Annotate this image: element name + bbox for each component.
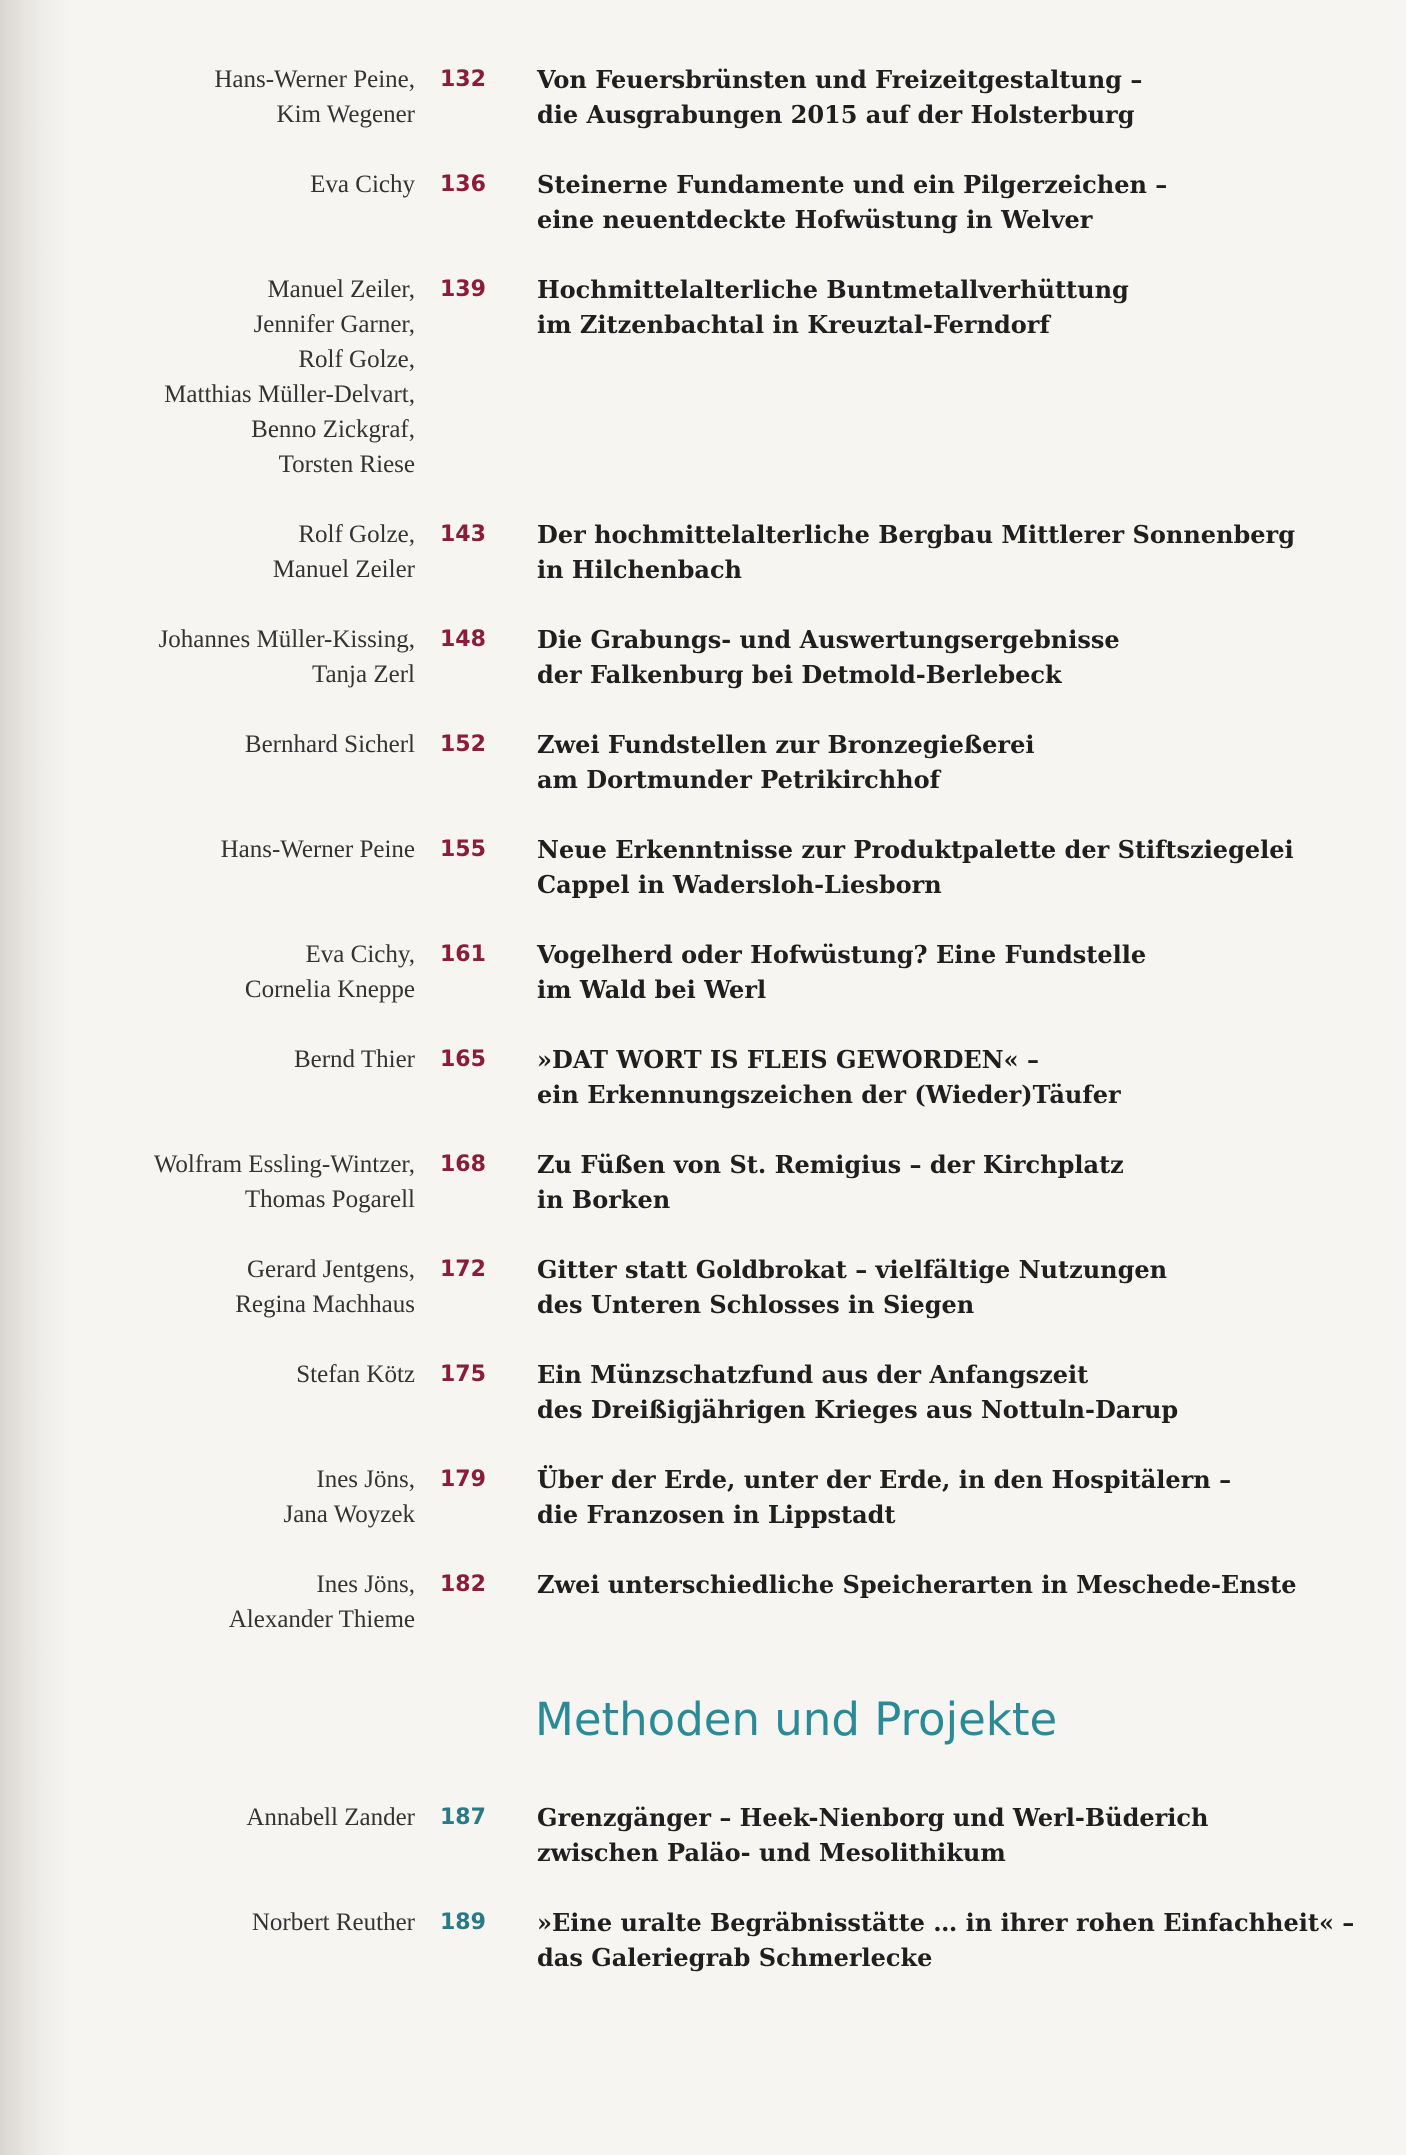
- toc-entry: [0, 727, 1406, 797]
- author-name: Torsten Riese: [278, 451, 415, 478]
- author-name: Cornelia Kneppe: [244, 976, 415, 1003]
- title-line: Grenzgänger – Heek-Nienborg und Werl-Büderich: [537, 1803, 1209, 1832]
- title-line: Hochmittelalterliche Buntmetallverhüttung: [537, 275, 1129, 304]
- author-name: Hans-Werner Peine,: [214, 66, 415, 93]
- author-name: Rolf Golze,: [298, 346, 415, 373]
- title-line: Ein Münzschatzfund aus der Anfangszeit: [537, 1360, 1089, 1389]
- author-name: Matthias Müller-Delvart,: [164, 381, 415, 408]
- title-line: im Wald bei Werl: [537, 975, 767, 1004]
- author-name: Thomas Pogarell: [244, 1186, 415, 1213]
- author-name: Jennifer Garner,: [253, 311, 415, 338]
- author-name: Alexander Thieme: [228, 1606, 415, 1633]
- toc-entry: [0, 272, 1406, 482]
- title-line: in Borken: [537, 1185, 671, 1214]
- toc-entry: [0, 622, 1406, 692]
- entry-title: [537, 937, 1377, 1007]
- entry-authors: [60, 727, 415, 762]
- entry-authors: [60, 272, 415, 482]
- toc-entry: [0, 1905, 1406, 1975]
- title-line: »DAT WORT IS FLEIS GEWORDEN« –: [537, 1045, 1039, 1074]
- entry-title: [537, 517, 1377, 587]
- toc-entry: [0, 62, 1406, 132]
- toc-entry: [0, 1147, 1406, 1217]
- page-number: 148: [440, 627, 486, 652]
- title-line: Gitter statt Goldbrokat – vielfältige Nutzungen: [537, 1255, 1168, 1284]
- title-line: die Franzosen in Lippstadt: [537, 1500, 896, 1529]
- title-line: Zwei Fundstellen zur Bronzegießerei: [537, 730, 1035, 759]
- title-line: Steinerne Fundamente und ein Pilgerzeichen –: [537, 170, 1168, 199]
- title-line: »Eine uralte Begräbnisstätte … in ihrer rohen Einfachheit« –: [537, 1908, 1355, 1937]
- title-line: das Galeriegrab Schmerlecke: [537, 1943, 933, 1972]
- page-number: 172: [440, 1257, 486, 1282]
- title-line: am Dortmunder Petrikirchhof: [537, 765, 940, 794]
- toc-entry: [0, 1357, 1406, 1427]
- entry-title: [537, 62, 1377, 132]
- page-number: 189: [440, 1910, 486, 1935]
- toc-entry: [0, 1567, 1406, 1637]
- author-name: Manuel Zeiler: [272, 556, 415, 583]
- page-number: 143: [440, 522, 486, 547]
- title-line: in Hilchenbach: [537, 555, 743, 584]
- page-number: 179: [440, 1467, 486, 1492]
- entry-authors: [60, 832, 415, 867]
- author-name: Ines Jöns,: [316, 1571, 415, 1598]
- page-number: 136: [440, 172, 486, 197]
- toc-entry: [0, 937, 1406, 1007]
- author-name: Bernd Thier: [293, 1046, 415, 1073]
- author-name: Benno Zickgraf,: [251, 416, 415, 443]
- entry-authors: [60, 937, 415, 1007]
- title-line: des Dreißigjährigen Krieges aus Nottuln-Darup: [537, 1395, 1179, 1424]
- toc-entry: [0, 167, 1406, 237]
- entry-title: [537, 832, 1377, 902]
- author-name: Manuel Zeiler,: [267, 276, 415, 303]
- page-number: 155: [440, 837, 486, 862]
- entry-authors: [60, 167, 415, 202]
- entry-authors: [60, 1800, 415, 1835]
- page-number: 187: [440, 1805, 486, 1830]
- title-line: ein Erkennungszeichen der (Wieder)Täufer: [537, 1080, 1121, 1109]
- author-name: Annabell Zander: [246, 1804, 415, 1831]
- page-number: 175: [440, 1362, 486, 1387]
- author-name: Regina Machhaus: [235, 1291, 415, 1318]
- toc-entry: [0, 1042, 1406, 1112]
- title-line: im Zitzenbachtal in Kreuztal-Ferndorf: [537, 310, 1050, 339]
- entry-title: [537, 1905, 1377, 1975]
- entry-authors: [60, 1567, 415, 1637]
- author-name: Stefan Kötz: [296, 1361, 415, 1388]
- title-line: Cappel in Wadersloh-Liesborn: [537, 870, 942, 899]
- page-number: 165: [440, 1047, 486, 1072]
- title-line: Von Feuersbrünsten und Freizeitgestaltung –: [537, 65, 1143, 94]
- author-name: Jana Woyzek: [283, 1501, 415, 1528]
- title-line: Der hochmittelalterliche Bergbau Mittlerer Sonnenberg: [537, 520, 1295, 549]
- author-name: Johannes Müller-Kissing,: [158, 626, 415, 653]
- entry-authors: [60, 1905, 415, 1940]
- title-line: zwischen Paläo- und Mesolithikum: [537, 1838, 1006, 1867]
- toc-entry: [0, 832, 1406, 902]
- toc-entries: [0, 62, 1406, 1637]
- author-name: Hans-Werner Peine: [220, 836, 415, 863]
- title-line: Über der Erde, unter der Erde, in den Hospitälern –: [537, 1465, 1232, 1494]
- entry-authors: [60, 1042, 415, 1077]
- page-number: 139: [440, 277, 486, 302]
- entry-authors: [60, 517, 415, 587]
- title-line: Vogelherd oder Hofwüstung? Eine Fundstelle: [537, 940, 1147, 969]
- entry-title: [537, 1147, 1377, 1217]
- author-name: Wolfram Essling-Wintzer,: [153, 1151, 415, 1178]
- entry-title: [537, 1252, 1377, 1322]
- page-number: 161: [440, 942, 486, 967]
- title-line: Die Grabungs- und Auswertungsergebnisse: [537, 625, 1120, 654]
- method-entries: [0, 1800, 1406, 1975]
- toc-entry: [0, 517, 1406, 587]
- author-name: Ines Jöns,: [316, 1466, 415, 1493]
- title-line: eine neuentdeckte Hofwüstung in Welver: [537, 205, 1093, 234]
- author-name: Rolf Golze,: [298, 521, 415, 548]
- entry-title: [537, 1567, 1377, 1602]
- entry-title: [537, 727, 1377, 797]
- entry-title: [537, 1357, 1377, 1427]
- entry-title: [537, 622, 1377, 692]
- entry-authors: [60, 622, 415, 692]
- entry-title: [537, 1800, 1377, 1870]
- title-line: des Unteren Schlosses in Siegen: [537, 1290, 975, 1319]
- entry-title: [537, 272, 1377, 342]
- author-name: Kim Wegener: [276, 101, 415, 128]
- entry-authors: [60, 1357, 415, 1392]
- table-of-contents: [0, 62, 1406, 2010]
- toc-entry: [0, 1252, 1406, 1322]
- title-line: Zu Füßen von St. Remigius – der Kirchplatz: [537, 1150, 1124, 1179]
- author-name: Eva Cichy,: [305, 941, 415, 968]
- entry-title: [537, 167, 1377, 237]
- entry-title: [537, 1462, 1377, 1532]
- entry-authors: [60, 1147, 415, 1217]
- title-line: Neue Erkenntnisse zur Produktpalette der Stiftsziegelei: [537, 835, 1294, 864]
- entry-authors: [60, 62, 415, 132]
- toc-entry: [0, 1462, 1406, 1532]
- author-name: Eva Cichy: [310, 171, 415, 198]
- page-number: 168: [440, 1152, 486, 1177]
- author-name: Tanja Zerl: [311, 661, 415, 688]
- entry-authors: [60, 1252, 415, 1322]
- entry-title: [537, 1042, 1377, 1112]
- author-name: Norbert Reuther: [251, 1909, 415, 1936]
- title-line: die Ausgrabungen 2015 auf der Holsterburg: [537, 100, 1135, 129]
- page-number: 132: [440, 67, 486, 92]
- title-line: der Falkenburg bei Detmold-Berlebeck: [537, 660, 1062, 689]
- page-number: 182: [440, 1572, 486, 1597]
- page-number: 152: [440, 732, 486, 757]
- entry-authors: [60, 1462, 415, 1532]
- section-heading: Methoden und Projekte: [535, 1693, 1058, 1746]
- author-name: Bernhard Sicherl: [244, 731, 415, 758]
- title-line: Zwei unterschiedliche Speicherarten in Meschede-Enste: [537, 1570, 1297, 1599]
- author-name: Gerard Jentgens,: [247, 1256, 415, 1283]
- toc-entry: [0, 1800, 1406, 1870]
